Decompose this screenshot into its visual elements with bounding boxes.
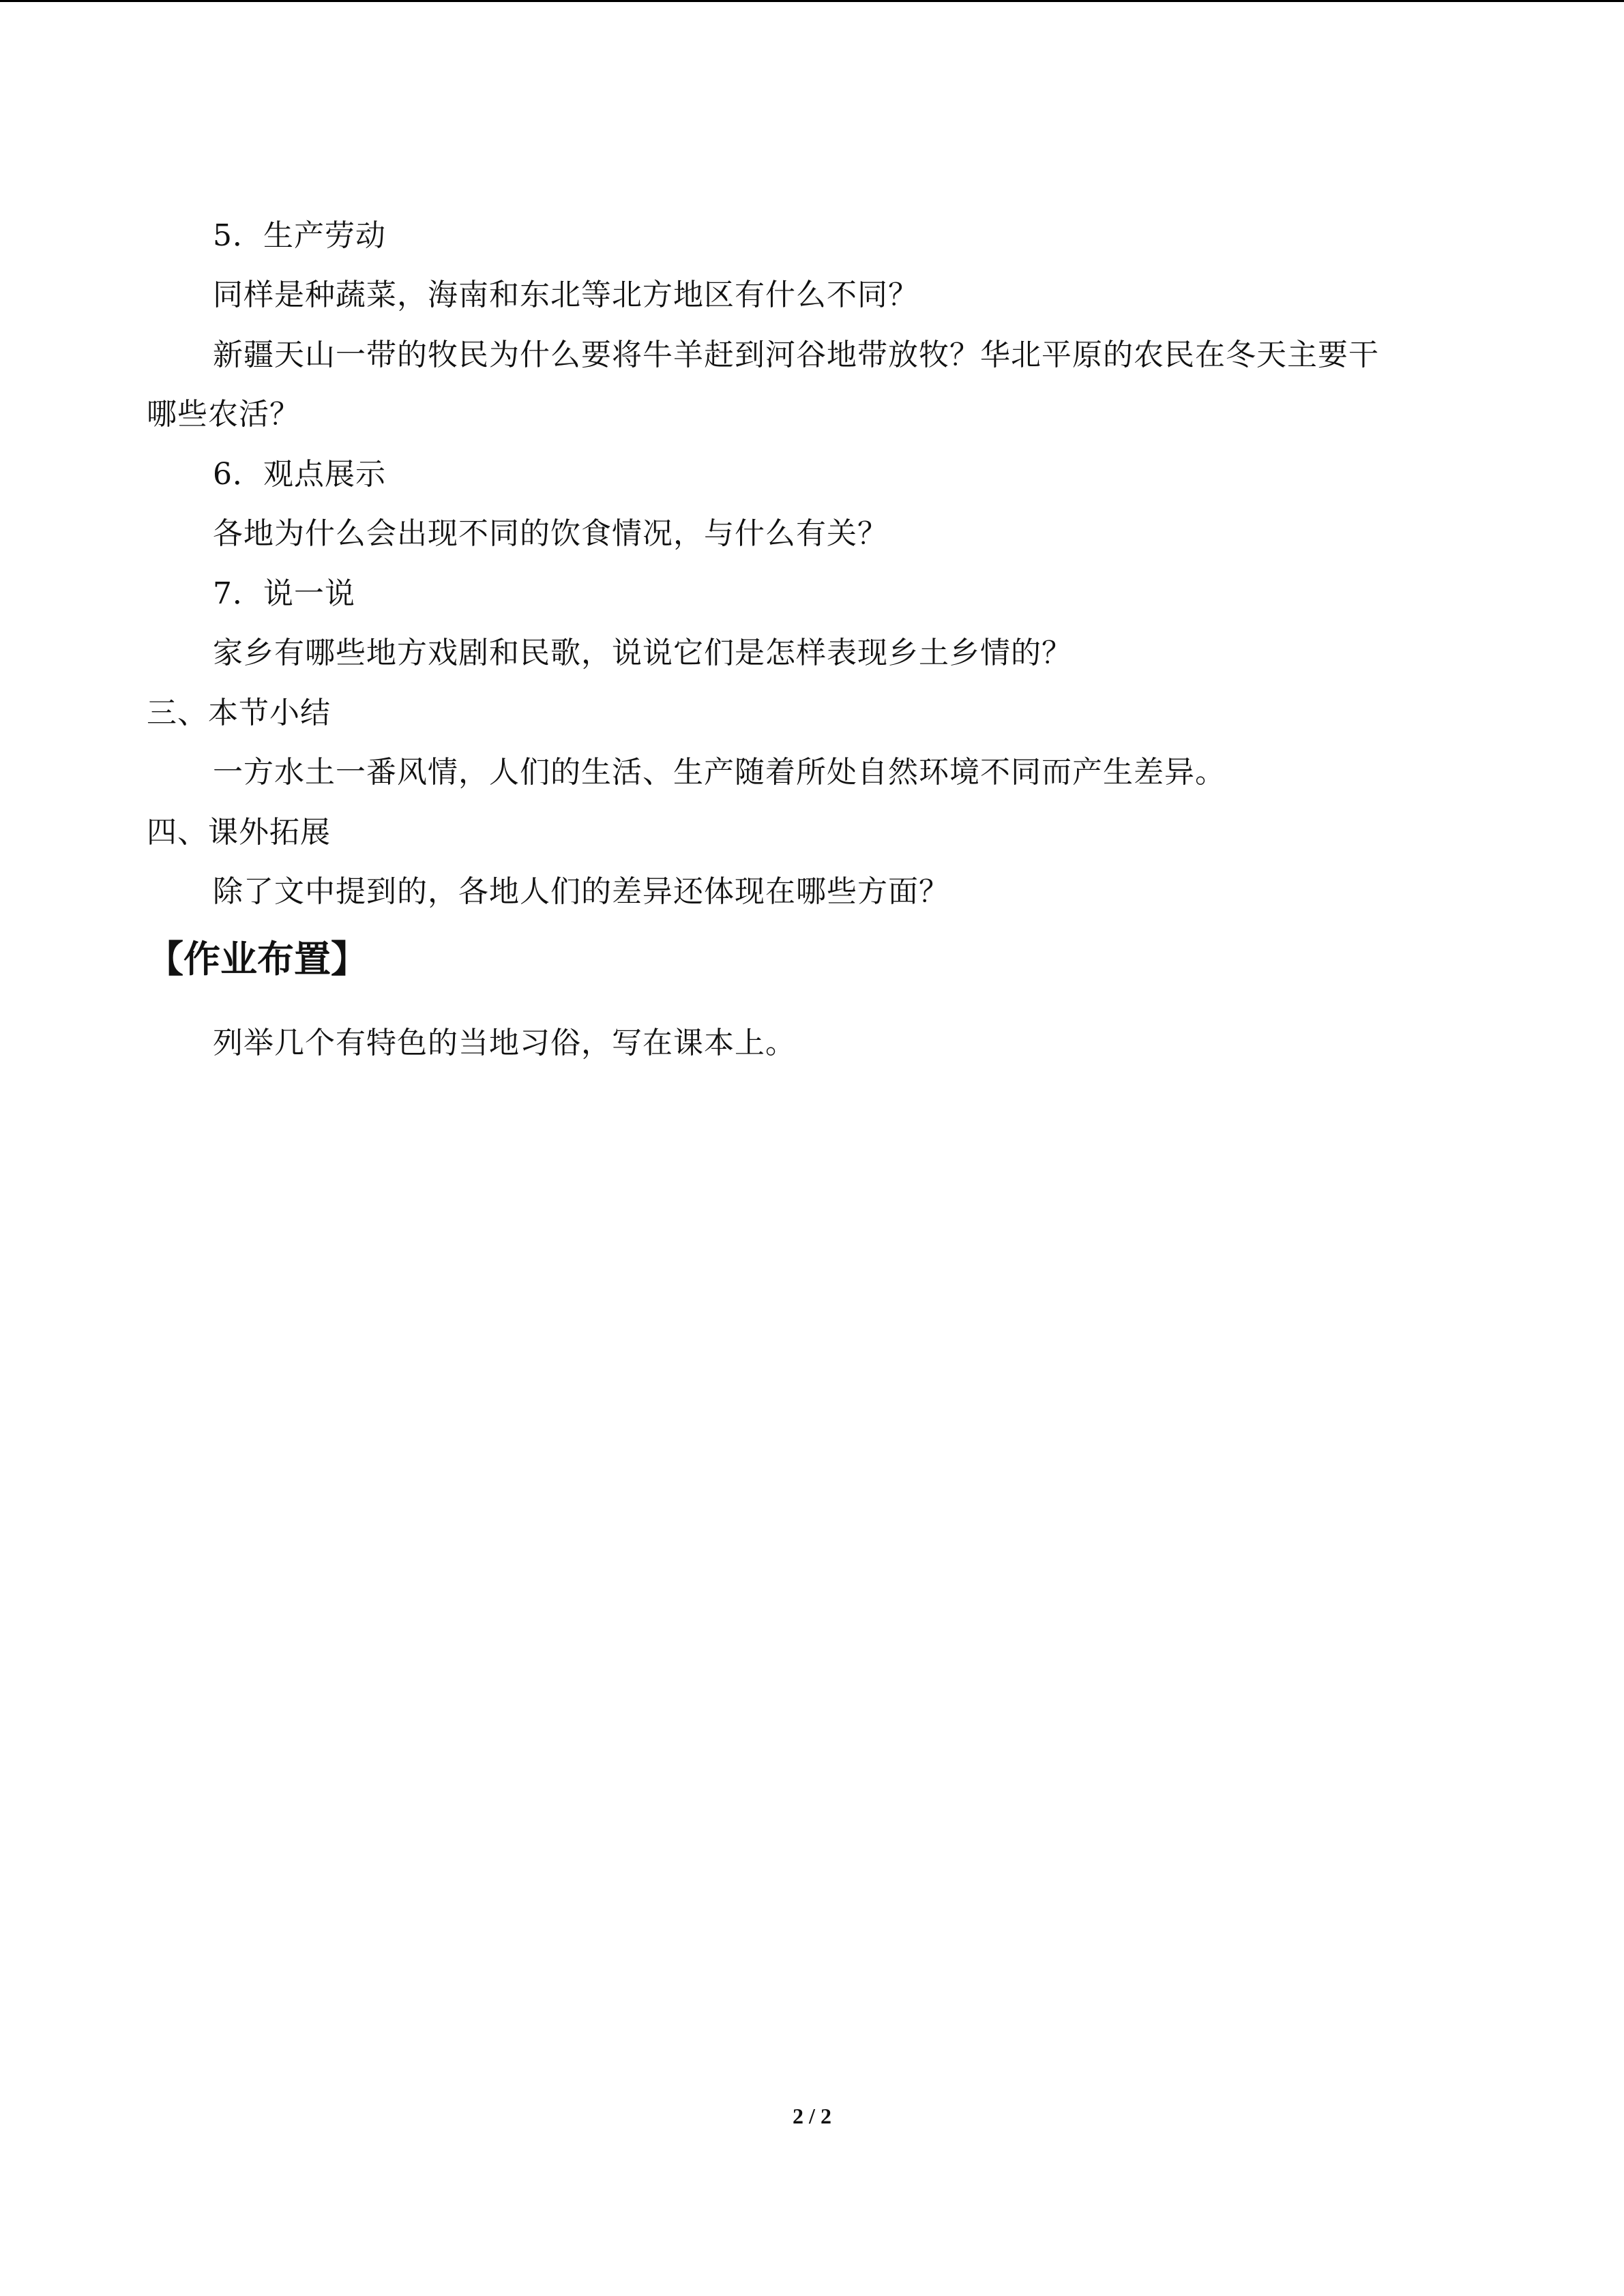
section-four-extension-title: 四、课外拓展 — [147, 815, 331, 850]
top-border-rule — [0, 0, 1624, 2]
paragraph-extension: 除了文中提到的，各地人们的差异还体现在哪些方面？ — [213, 874, 949, 909]
paragraph-xinjiang-line2: 哪些农活？ — [147, 397, 300, 432]
paragraph-xinjiang-line1: 新疆天山一带的牧民为什么要将牛羊赶到河谷地带放牧？华北平原的农民在冬天主要干 — [213, 338, 1379, 372]
section-7-title: 7．说一说 — [213, 576, 355, 611]
section-5-title: 5．生产劳动 — [213, 218, 386, 253]
section-6-title: 6．观点展示 — [213, 457, 386, 492]
paragraph-vegetables: 同样是种蔬菜，海南和东北等北方地区有什么不同？ — [213, 278, 919, 312]
page-number: 2 / 2 — [793, 2104, 831, 2128]
paragraph-diet: 各地为什么会出现不同的饮食情况，与什么有关？ — [213, 516, 888, 551]
paragraph-summary: 一方水土一番风情，人们的生活、生产随着所处自然环境不同而产生差异。 — [213, 755, 1226, 790]
section-three-summary-title: 三、本节小结 — [147, 696, 331, 730]
paragraph-hometown: 家乡有哪些地方戏剧和民歌，说说它们是怎样表现乡土乡情的？ — [213, 636, 1072, 670]
homework-heading: 【作业布置】 — [147, 938, 368, 981]
homework-text: 列举几个有特色的当地习俗，写在课本上。 — [213, 1026, 796, 1060]
